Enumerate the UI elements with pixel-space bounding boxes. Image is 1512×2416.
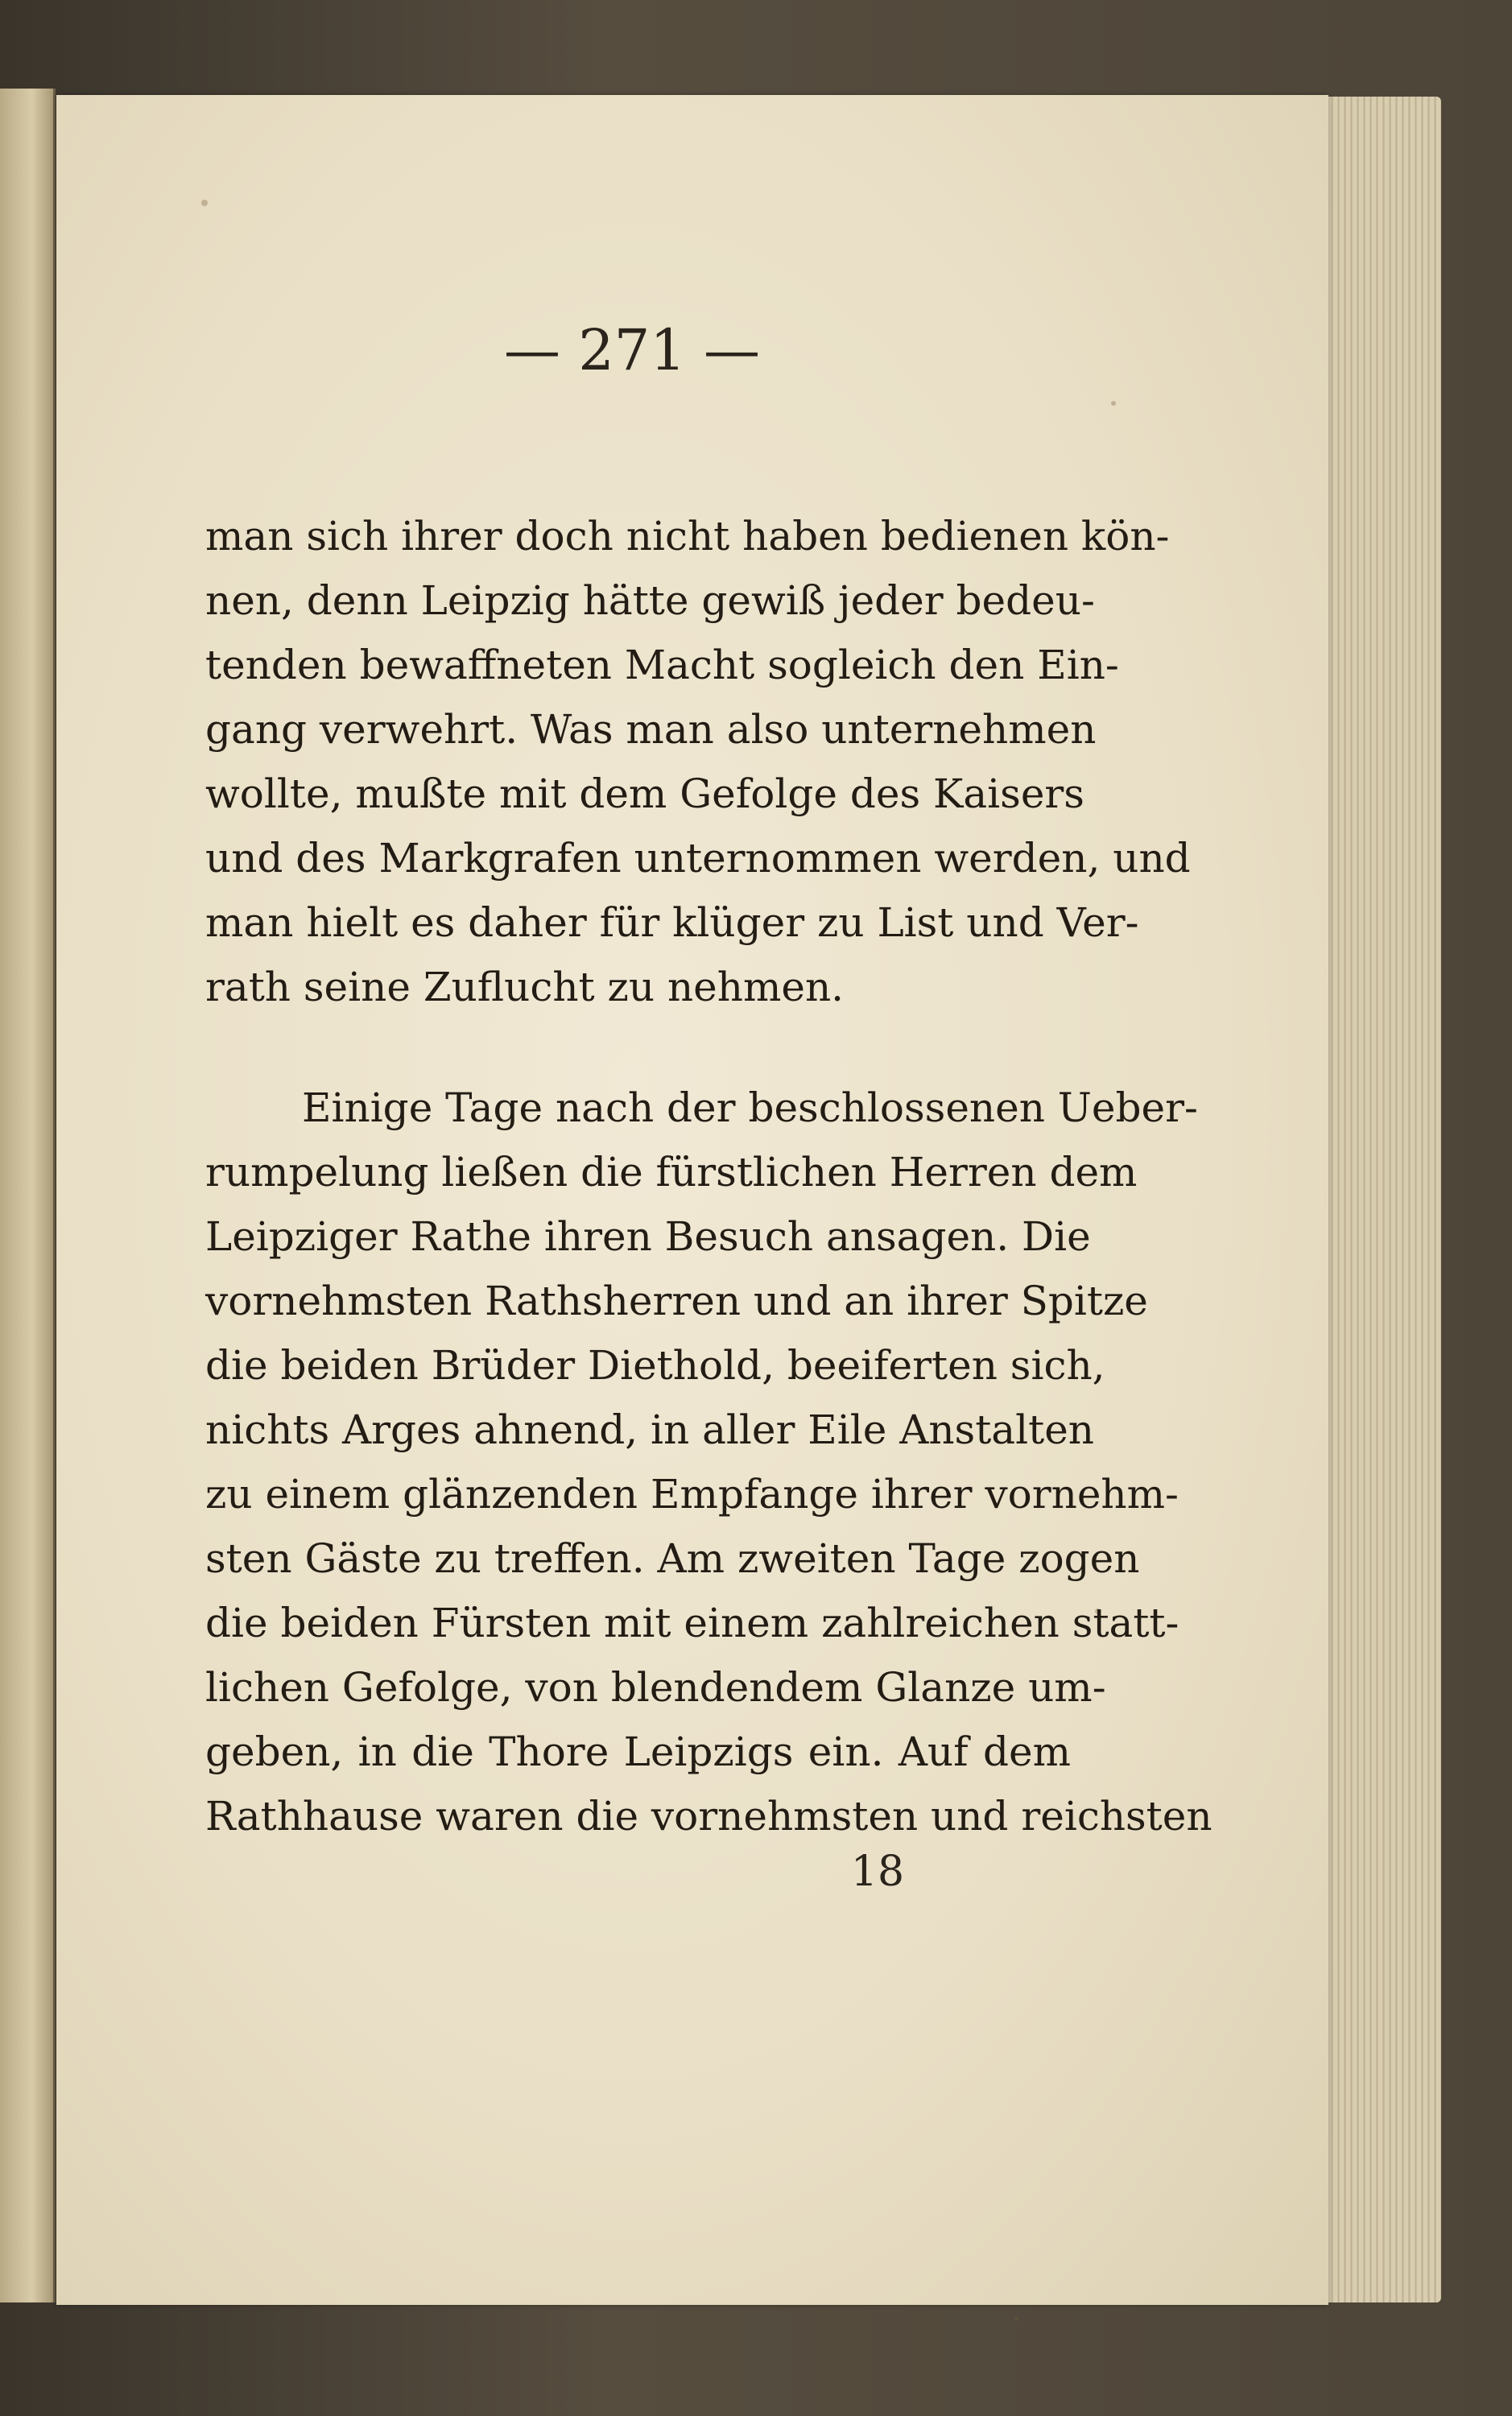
text-line: geben, in die Thore Leipzigs ein. Auf dem xyxy=(205,1728,1071,1775)
text-line: man hielt es daher für klüger zu List und Ver- xyxy=(205,899,1139,946)
signature-mark: 18 xyxy=(850,1848,905,1896)
text-line: Leipziger Rathe ihren Besuch ansagen. Die xyxy=(205,1213,1091,1260)
text-line: rath seine Zuflucht zu nehmen. xyxy=(205,964,845,1010)
paper-spot xyxy=(1014,2317,1018,2321)
text-line: tenden bewaffneten Macht sogleich den Ein- xyxy=(205,642,1119,688)
text-line: rumpelung ließen die fürstlichen Herren dem xyxy=(205,1149,1138,1196)
text-line: lichen Gefolge, von blendendem Glanze um- xyxy=(205,1664,1106,1711)
paper-spot xyxy=(201,200,208,206)
page-number: — 271 — xyxy=(503,317,761,383)
text-line: gang verwehrt. Was man also unternehmen xyxy=(205,706,1097,753)
page-stack-edge xyxy=(1320,97,1441,2302)
text-line: die beiden Fürsten mit einem zahlreichen statt- xyxy=(205,1600,1179,1646)
text-line: vornehmsten Rathsherren und an ihrer Spitze xyxy=(205,1278,1148,1324)
text-line: man sich ihrer doch nicht haben bedienen kön- xyxy=(205,513,1170,560)
text-line: wollte, mußte mit dem Gefolge des Kaisers xyxy=(205,770,1084,817)
text-line: Einige Tage nach der beschlossenen Ueber- xyxy=(302,1084,1198,1131)
text-line: die beiden Brüder Diethold, beeiferten sich, xyxy=(205,1342,1105,1389)
text-line: nen, denn Leipzig hätte gewiß jeder bedeu- xyxy=(205,577,1095,624)
paper-spot xyxy=(1111,401,1116,406)
text-line: zu einem glänzenden Empfange ihrer vornehm- xyxy=(205,1471,1179,1518)
text-line: Rathhause waren die vornehmsten und reichsten xyxy=(205,1793,1212,1840)
left-page-edge xyxy=(0,89,56,2302)
text-line: nichts Arges ahnend, in aller Eile Anstalten xyxy=(205,1406,1094,1453)
text-line: sten Gäste zu treffen. Am zweiten Tage zogen xyxy=(205,1535,1140,1582)
text-line: und des Markgrafen unternommen werden, und xyxy=(205,835,1191,882)
